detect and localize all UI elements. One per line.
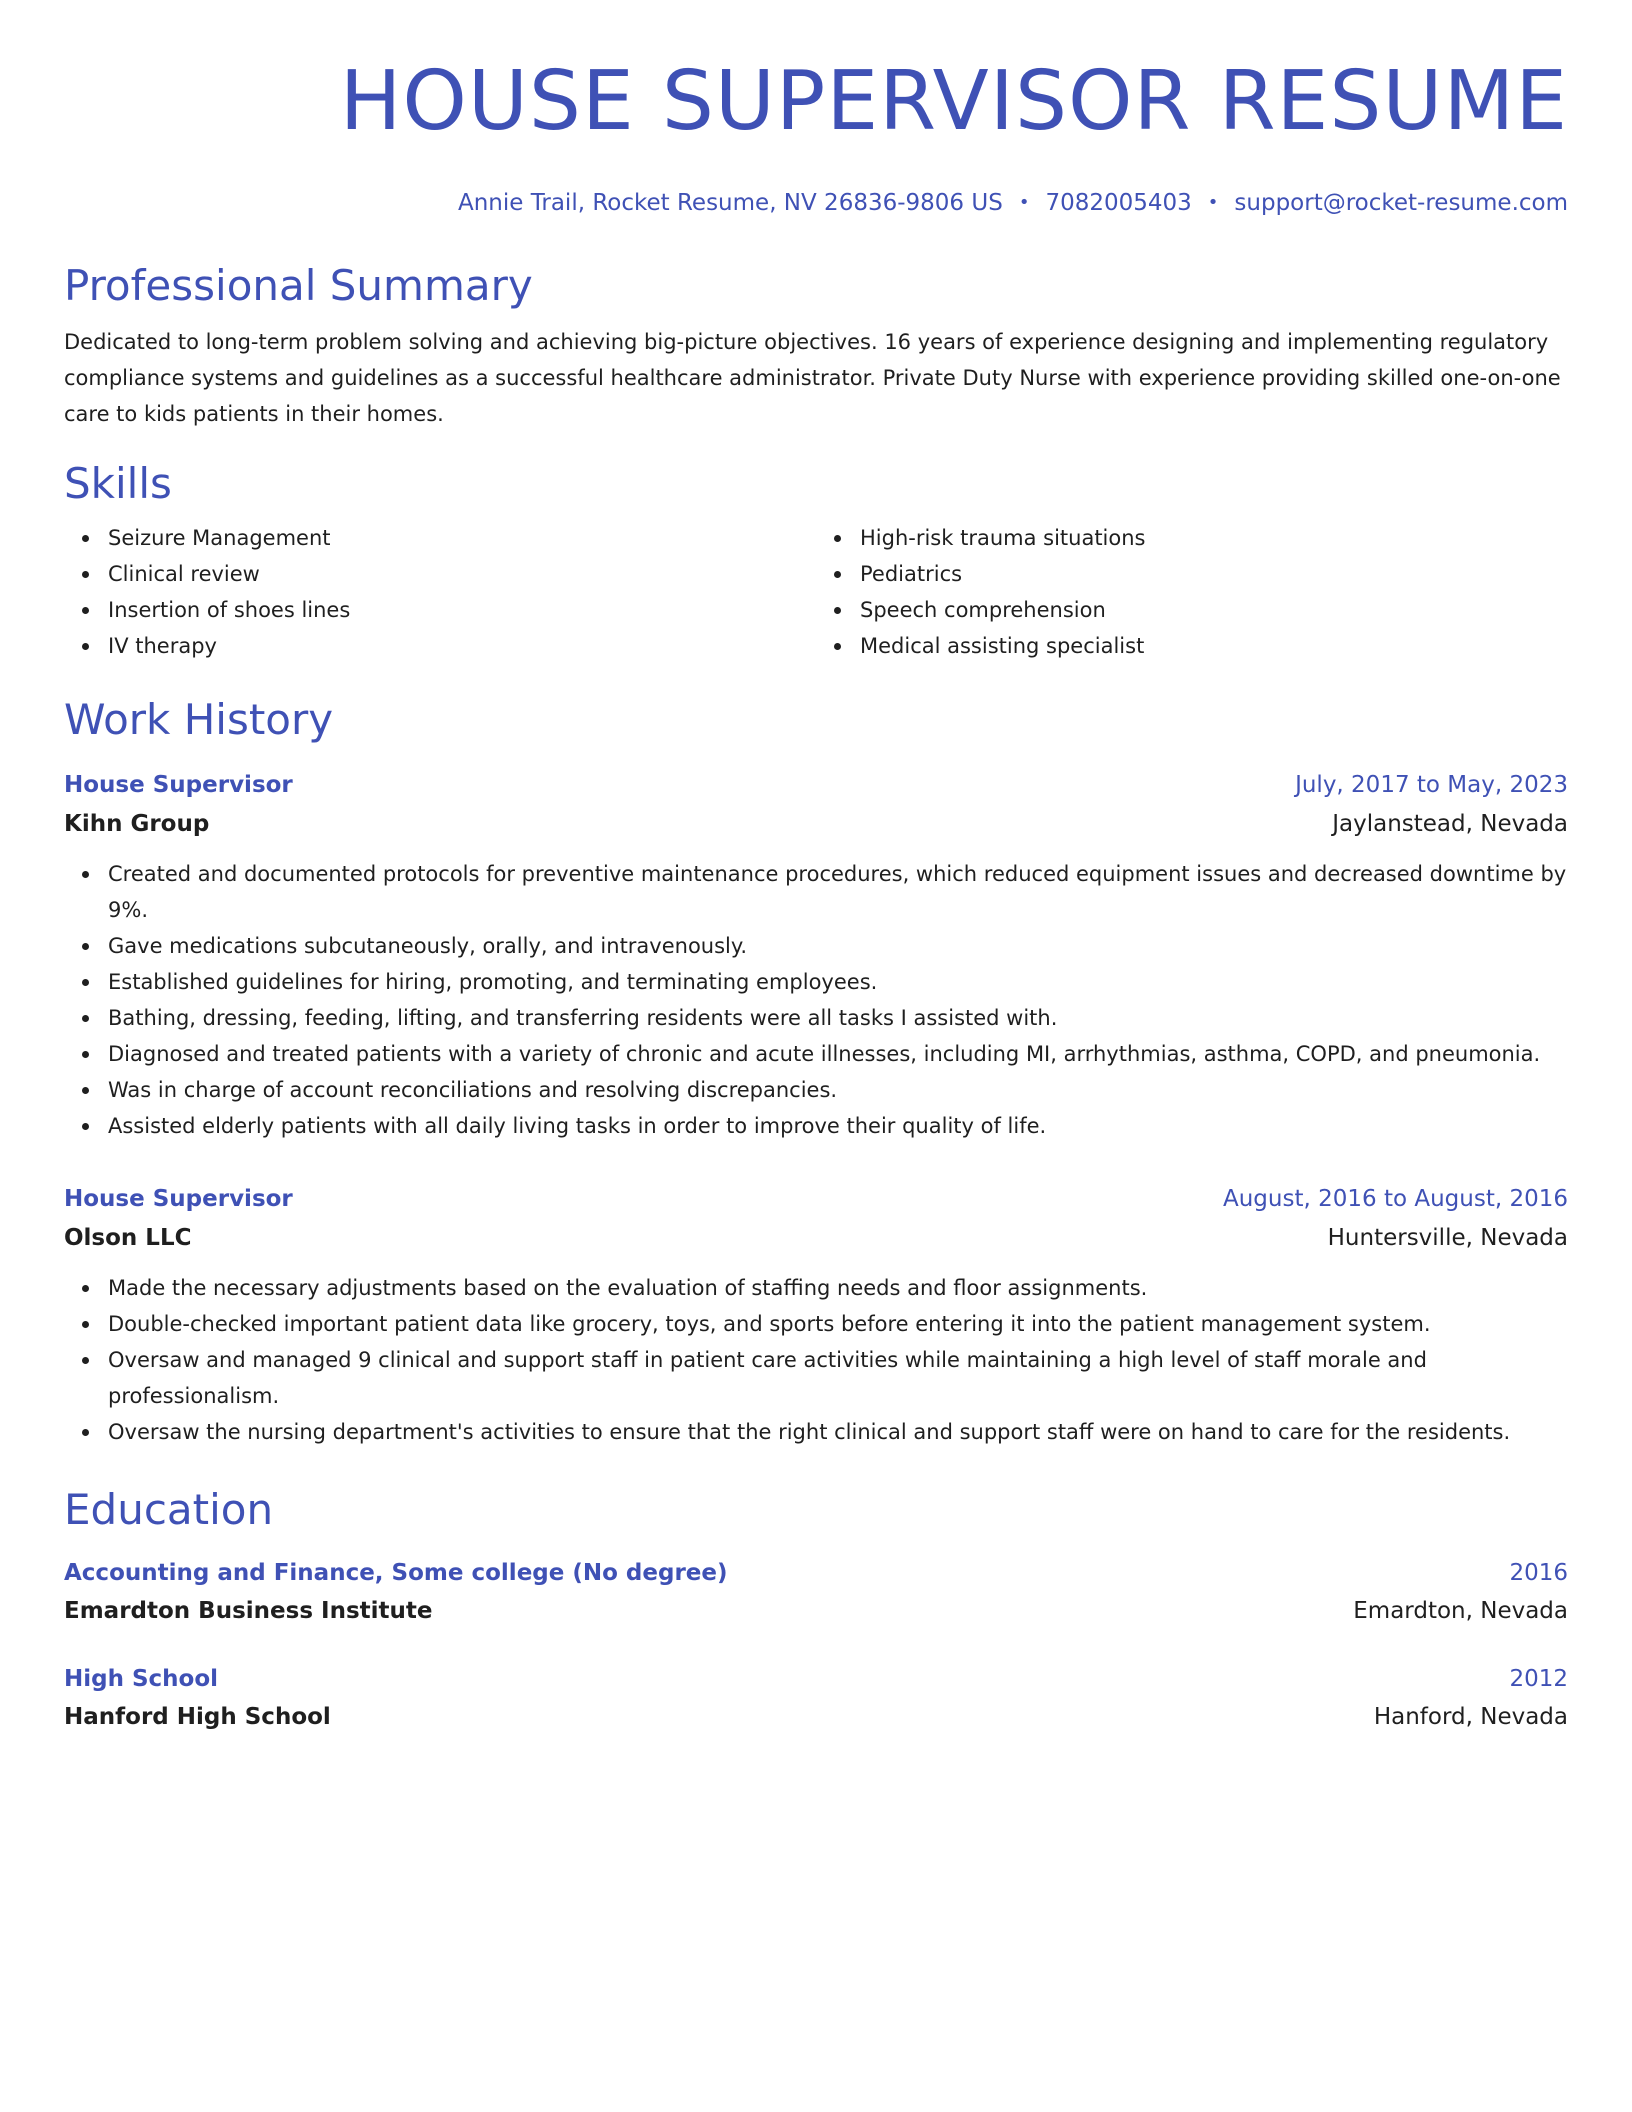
job-role: House Supervisor	[64, 1186, 293, 1212]
job-bullet: Was in charge of account reconciliations and resolving discrepancies.	[108, 1072, 1568, 1108]
education-degree-row	[64, 1660, 1568, 1698]
education-degree: Accounting and Finance, Some college (No degree)	[64, 1560, 728, 1586]
job-company-row	[64, 804, 1568, 844]
skill-item: Insertion of shoes lines	[108, 592, 816, 628]
contact-address: Annie Trail, Rocket Resume, NV 26836-9806 US	[457, 190, 1003, 216]
job-company: Olson LLC	[64, 1225, 192, 1251]
job-entry	[64, 1180, 1568, 1450]
job-bullet: Oversaw and managed 9 clinical and support staff in patient care activities while maintaining a high level of staff morale and professionalism.	[108, 1342, 1568, 1414]
skills-grid	[64, 520, 1568, 664]
section-heading: Skills	[64, 459, 172, 508]
section-heading: Work History	[64, 695, 334, 744]
section-heading: Professional Summary	[64, 261, 533, 310]
job-bullet: Created and documented protocols for preventive maintenance procedures, which reduced equipment issues and decreased downtime by 9%.	[108, 856, 1568, 928]
education-section	[64, 1484, 1568, 1736]
job-bullet: Double-checked important patient data like grocery, toys, and sports before entering it into the patient management system.	[108, 1306, 1568, 1342]
education-school: Emardton Business Institute	[64, 1598, 433, 1624]
education-year: 2016	[1509, 1560, 1568, 1586]
education-degree: High School	[64, 1666, 219, 1692]
job-dates: August, 2016 to August, 2016	[1223, 1186, 1568, 1212]
skill-item: Seizure Management	[108, 520, 816, 556]
job-bullet: Assisted elderly patients with all daily living tasks in order to improve their quality of life.	[108, 1108, 1568, 1144]
job-title-row	[64, 1180, 1568, 1218]
skill-item: Pediatrics	[860, 556, 1568, 592]
skill-item: Speech comprehension	[860, 592, 1568, 628]
education-year: 2012	[1509, 1666, 1568, 1692]
skills-column-left	[64, 520, 816, 664]
contact-line	[64, 188, 1568, 218]
contact-phone: 7082005403	[1045, 190, 1192, 216]
job-company-row	[64, 1218, 1568, 1258]
summary-paragraph: Dedicated to long-term problem solving and achieving big-picture objectives. 16 years of experience designing and implementing regulatory compliance systems and guidelines as a successful healthcare administrator. Private Duty Nurse with experience providing skilled one-on-one care to kids patients in their homes.	[64, 330, 1561, 426]
job-title-row	[64, 766, 1568, 804]
job-bullet: Diagnosed and treated patients with a variety of chronic and acute illnesses, including MI, arrhythmias, asthma, COPD, and pneumonia.	[108, 1036, 1568, 1072]
education-school-row	[64, 1592, 1568, 1630]
education-entry	[64, 1660, 1568, 1736]
job-location: Jaylanstead, Nevada	[1332, 811, 1568, 837]
education-entry	[64, 1554, 1568, 1630]
job-bullet: Gave medications subcutaneously, orally, and intravenously.	[108, 928, 1568, 964]
job-bullet: Made the necessary adjustments based on the evaluation of staffing needs and floor assignments.	[108, 1270, 1568, 1306]
skill-item: High-risk trauma situations	[860, 520, 1568, 556]
skill-item: IV therapy	[108, 628, 816, 664]
skills-column-right	[816, 520, 1568, 664]
document-title: HOUSE SUPERVISOR RESUME	[339, 54, 1568, 149]
resume-header	[64, 50, 1568, 218]
contact-separator: •	[1207, 192, 1219, 213]
education-location: Hanford, Nevada	[1373, 1704, 1568, 1730]
contact-separator: •	[1018, 192, 1030, 213]
job-location: Huntersville, Nevada	[1327, 1225, 1568, 1251]
job-bullet: Oversaw the nursing department's activities to ensure that the right clinical and support staff were on hand to care for the residents.	[108, 1414, 1568, 1450]
skills-section	[64, 458, 1568, 664]
work-history-section	[64, 694, 1568, 1450]
job-entry	[64, 766, 1568, 1144]
job-dates: July, 2017 to May, 2023	[1295, 772, 1568, 798]
education-location: Emardton, Nevada	[1353, 1598, 1568, 1624]
job-role: House Supervisor	[64, 772, 293, 798]
job-bullet: Bathing, dressing, feeding, lifting, and transferring residents were all tasks I assisted with.	[108, 1000, 1568, 1036]
skill-item: Clinical review	[108, 556, 816, 592]
job-company: Kihn Group	[64, 811, 210, 837]
job-bullet: Established guidelines for hiring, promoting, and terminating employees.	[108, 964, 1568, 1000]
section-heading: Education	[64, 1485, 274, 1534]
contact-email: support@rocket-resume.com	[1234, 190, 1568, 216]
job-bullets	[64, 1270, 1568, 1450]
professional-summary-section	[64, 260, 1568, 432]
education-degree-row	[64, 1554, 1568, 1592]
education-school: Hanford High School	[64, 1704, 331, 1730]
skill-item: Medical assisting specialist	[860, 628, 1568, 664]
job-bullets	[64, 856, 1568, 1144]
education-school-row	[64, 1698, 1568, 1736]
